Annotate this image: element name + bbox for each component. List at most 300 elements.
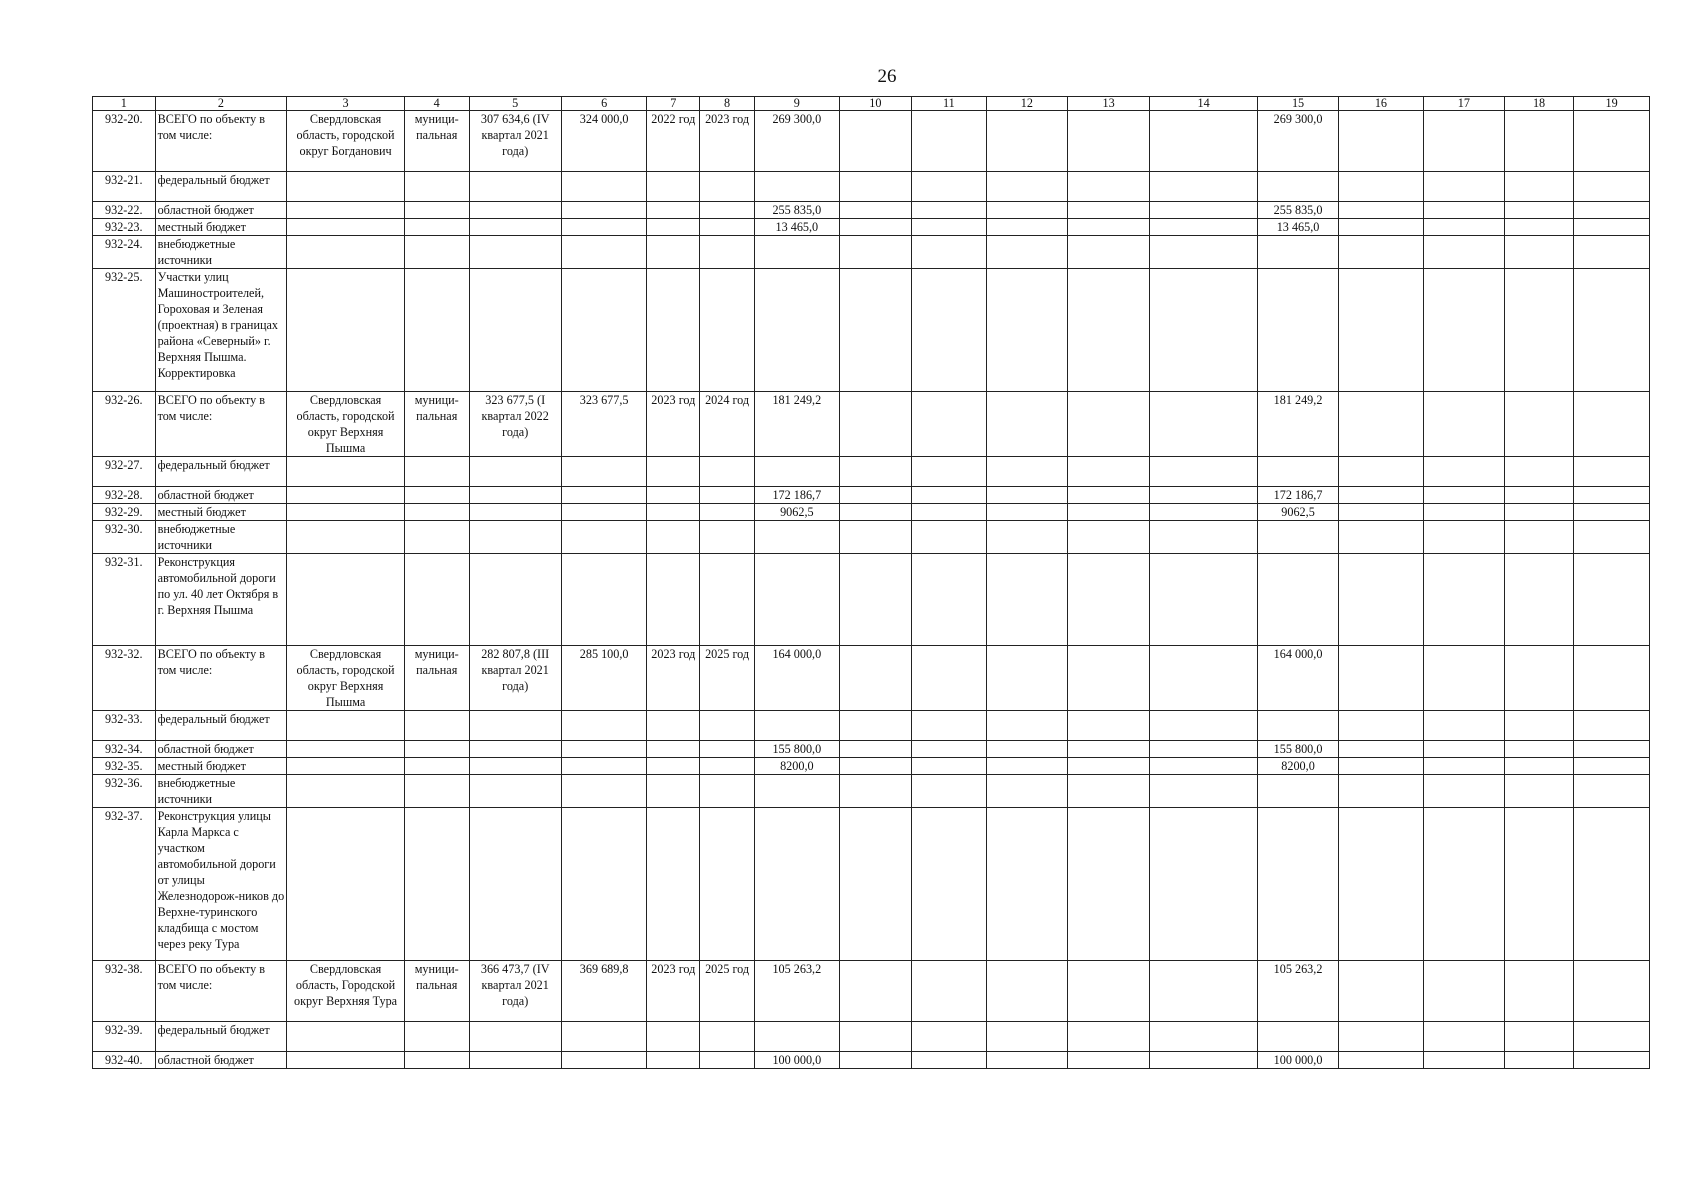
- empty-cell: [1574, 758, 1650, 775]
- total-amount-cell: [755, 521, 840, 554]
- year-amount-cell: [1257, 808, 1338, 961]
- row-name: местный бюджет: [155, 219, 287, 236]
- empty-cell: [912, 1052, 987, 1069]
- empty-cell: [1504, 741, 1573, 758]
- location-cell: [287, 711, 404, 741]
- empty-cell: [1067, 504, 1149, 521]
- empty-cell: [1574, 504, 1650, 521]
- total-amount-cell: 105 263,2: [755, 961, 840, 1022]
- empty-cell: [1339, 808, 1424, 961]
- empty-cell: [1504, 487, 1573, 504]
- row-number: 932-21.: [93, 172, 156, 202]
- row-number: 932-37.: [93, 808, 156, 961]
- empty-cell: [986, 775, 1067, 808]
- end-year-cell: [700, 808, 755, 961]
- empty-cell: [839, 521, 911, 554]
- ownership-cell: муници-пальная: [404, 961, 469, 1022]
- row-number: 932-32.: [93, 646, 156, 711]
- empty-cell: [1423, 741, 1504, 758]
- empty-cell: [839, 457, 911, 487]
- empty-cell: [986, 219, 1067, 236]
- empty-cell: [1067, 961, 1149, 1022]
- end-year-cell: 2025 год: [700, 961, 755, 1022]
- ownership-cell: [404, 521, 469, 554]
- location-cell: [287, 219, 404, 236]
- empty-cell: [1150, 392, 1258, 457]
- cost-cell: [561, 457, 647, 487]
- empty-cell: [986, 961, 1067, 1022]
- empty-cell: [1574, 521, 1650, 554]
- row-number: 932-34.: [93, 741, 156, 758]
- start-year-cell: 2022 год: [647, 111, 700, 172]
- empty-cell: [1067, 758, 1149, 775]
- row-name: федеральный бюджет: [155, 457, 287, 487]
- start-year-cell: 2023 год: [647, 646, 700, 711]
- empty-cell: [839, 269, 911, 392]
- estimate-cell: 366 473,7 (IV квартал 2021 года): [469, 961, 561, 1022]
- start-year-cell: [647, 521, 700, 554]
- end-year-cell: [700, 711, 755, 741]
- empty-cell: [839, 554, 911, 646]
- estimate-cell: [469, 269, 561, 392]
- empty-cell: [1504, 646, 1573, 711]
- column-number-header: 9: [755, 97, 840, 111]
- empty-cell: [1504, 457, 1573, 487]
- empty-cell: [1423, 554, 1504, 646]
- cost-cell: [561, 504, 647, 521]
- empty-cell: [986, 554, 1067, 646]
- row-number: 932-39.: [93, 1022, 156, 1052]
- column-number-header: 14: [1150, 97, 1258, 111]
- row-number: 932-26.: [93, 392, 156, 457]
- empty-cell: [1067, 111, 1149, 172]
- cost-cell: [561, 711, 647, 741]
- ownership-cell: [404, 808, 469, 961]
- empty-cell: [1574, 236, 1650, 269]
- column-number-header: 15: [1257, 97, 1338, 111]
- location-cell: [287, 758, 404, 775]
- ownership-cell: [404, 504, 469, 521]
- total-amount-cell: 100 000,0: [755, 1052, 840, 1069]
- empty-cell: [1150, 269, 1258, 392]
- row-number: 932-24.: [93, 236, 156, 269]
- start-year-cell: 2023 год: [647, 961, 700, 1022]
- year-amount-cell: 269 300,0: [1257, 111, 1338, 172]
- empty-cell: [986, 202, 1067, 219]
- empty-cell: [1150, 741, 1258, 758]
- empty-cell: [1339, 457, 1424, 487]
- empty-cell: [1504, 1052, 1573, 1069]
- start-year-cell: [647, 202, 700, 219]
- end-year-cell: [700, 487, 755, 504]
- empty-cell: [912, 172, 987, 202]
- empty-cell: [1339, 521, 1424, 554]
- empty-cell: [912, 504, 987, 521]
- ownership-cell: [404, 172, 469, 202]
- row-name: местный бюджет: [155, 504, 287, 521]
- empty-cell: [1150, 172, 1258, 202]
- year-amount-cell: 9062,5: [1257, 504, 1338, 521]
- cost-cell: [561, 775, 647, 808]
- empty-cell: [1504, 111, 1573, 172]
- table-row: [93, 1022, 1650, 1052]
- location-cell: Свердловская область, городской округ Верхняя Пышма: [287, 646, 404, 711]
- estimate-cell: [469, 741, 561, 758]
- location-cell: [287, 1022, 404, 1052]
- end-year-cell: [700, 236, 755, 269]
- end-year-cell: [700, 1052, 755, 1069]
- estimate-cell: 282 807,8 (III квартал 2021 года): [469, 646, 561, 711]
- empty-cell: [1067, 646, 1149, 711]
- row-number: 932-28.: [93, 487, 156, 504]
- empty-cell: [912, 269, 987, 392]
- empty-cell: [1150, 646, 1258, 711]
- end-year-cell: [700, 202, 755, 219]
- year-amount-cell: [1257, 457, 1338, 487]
- total-amount-cell: [755, 808, 840, 961]
- year-amount-cell: 100 000,0: [1257, 1052, 1338, 1069]
- empty-cell: [1504, 1022, 1573, 1052]
- total-amount-cell: [755, 172, 840, 202]
- estimate-cell: [469, 487, 561, 504]
- empty-cell: [986, 111, 1067, 172]
- year-amount-cell: 105 263,2: [1257, 961, 1338, 1022]
- empty-cell: [1067, 775, 1149, 808]
- start-year-cell: [647, 269, 700, 392]
- estimate-cell: [469, 172, 561, 202]
- empty-cell: [1339, 487, 1424, 504]
- end-year-cell: [700, 775, 755, 808]
- estimate-cell: [469, 202, 561, 219]
- empty-cell: [1574, 554, 1650, 646]
- empty-cell: [1067, 1022, 1149, 1052]
- empty-cell: [1504, 269, 1573, 392]
- budget-table: [92, 96, 1650, 1069]
- column-number-header: 18: [1504, 97, 1573, 111]
- empty-cell: [1423, 202, 1504, 219]
- table-row: [93, 236, 1650, 269]
- start-year-cell: [647, 1022, 700, 1052]
- ownership-cell: [404, 202, 469, 219]
- total-amount-cell: [755, 711, 840, 741]
- empty-cell: [1504, 202, 1573, 219]
- cost-cell: [561, 741, 647, 758]
- empty-cell: [1504, 758, 1573, 775]
- table-row: [93, 1052, 1650, 1069]
- empty-cell: [1423, 236, 1504, 269]
- total-amount-cell: 269 300,0: [755, 111, 840, 172]
- year-amount-cell: 155 800,0: [1257, 741, 1338, 758]
- empty-cell: [1339, 236, 1424, 269]
- cost-cell: [561, 758, 647, 775]
- empty-cell: [1339, 961, 1424, 1022]
- estimate-cell: [469, 808, 561, 961]
- empty-cell: [1574, 646, 1650, 711]
- empty-cell: [1150, 554, 1258, 646]
- end-year-cell: [700, 1022, 755, 1052]
- table-row: [93, 392, 1650, 457]
- empty-cell: [1504, 521, 1573, 554]
- row-name: ВСЕГО по объекту в том числе:: [155, 392, 287, 457]
- year-amount-cell: 13 465,0: [1257, 219, 1338, 236]
- total-amount-cell: [755, 236, 840, 269]
- total-amount-cell: 13 465,0: [755, 219, 840, 236]
- empty-cell: [839, 392, 911, 457]
- column-number-header: 16: [1339, 97, 1424, 111]
- total-amount-cell: 164 000,0: [755, 646, 840, 711]
- ownership-cell: муници-пальная: [404, 646, 469, 711]
- location-cell: [287, 269, 404, 392]
- location-cell: [287, 236, 404, 269]
- total-amount-cell: 8200,0: [755, 758, 840, 775]
- empty-cell: [839, 202, 911, 219]
- row-name: Реконструкция автомобильной дороги по ул. 40 лет Октября в г. Верхняя Пышма: [155, 554, 287, 646]
- empty-cell: [1339, 111, 1424, 172]
- empty-cell: [1423, 1022, 1504, 1052]
- empty-cell: [1423, 219, 1504, 236]
- empty-cell: [839, 646, 911, 711]
- row-number: 932-23.: [93, 219, 156, 236]
- ownership-cell: [404, 1022, 469, 1052]
- end-year-cell: [700, 504, 755, 521]
- year-amount-cell: [1257, 775, 1338, 808]
- empty-cell: [1574, 711, 1650, 741]
- row-name: ВСЕГО по объекту в том числе:: [155, 111, 287, 172]
- column-number-header: 3: [287, 97, 404, 111]
- empty-cell: [1150, 1022, 1258, 1052]
- empty-cell: [839, 236, 911, 269]
- location-cell: [287, 487, 404, 504]
- column-number-header: 12: [986, 97, 1067, 111]
- start-year-cell: [647, 236, 700, 269]
- row-name: областной бюджет: [155, 1052, 287, 1069]
- ownership-cell: [404, 711, 469, 741]
- ownership-cell: [404, 219, 469, 236]
- empty-cell: [912, 521, 987, 554]
- table-row: [93, 741, 1650, 758]
- table-row: [93, 521, 1650, 554]
- empty-cell: [986, 1052, 1067, 1069]
- row-name: внебюджетные источники: [155, 521, 287, 554]
- empty-cell: [1150, 775, 1258, 808]
- row-number: 932-33.: [93, 711, 156, 741]
- year-amount-cell: [1257, 269, 1338, 392]
- page-number: 26: [877, 66, 897, 87]
- empty-cell: [1339, 775, 1424, 808]
- ownership-cell: муници-пальная: [404, 111, 469, 172]
- empty-cell: [986, 236, 1067, 269]
- empty-cell: [986, 1022, 1067, 1052]
- table-row: [93, 554, 1650, 646]
- empty-cell: [1067, 711, 1149, 741]
- empty-cell: [839, 1052, 911, 1069]
- empty-cell: [1150, 487, 1258, 504]
- empty-cell: [1574, 392, 1650, 457]
- empty-cell: [1504, 711, 1573, 741]
- empty-cell: [1574, 808, 1650, 961]
- table-row: [93, 487, 1650, 504]
- location-cell: [287, 808, 404, 961]
- row-number: 932-36.: [93, 775, 156, 808]
- row-name: Участки улиц Машиностроителей, Гороховая и Зеленая (проектная) в границах района «Северный» г. Верхняя Пышма. Корректировка: [155, 269, 287, 392]
- empty-cell: [1150, 961, 1258, 1022]
- empty-cell: [1423, 487, 1504, 504]
- empty-cell: [1339, 646, 1424, 711]
- cost-cell: 323 677,5: [561, 392, 647, 457]
- row-name: ВСЕГО по объекту в том числе:: [155, 961, 287, 1022]
- empty-cell: [912, 711, 987, 741]
- empty-cell: [1574, 219, 1650, 236]
- start-year-cell: [647, 219, 700, 236]
- row-name: федеральный бюджет: [155, 1022, 287, 1052]
- empty-cell: [1423, 775, 1504, 808]
- row-name: областной бюджет: [155, 741, 287, 758]
- table-row: [93, 111, 1650, 172]
- start-year-cell: [647, 711, 700, 741]
- empty-cell: [1150, 521, 1258, 554]
- year-amount-cell: 8200,0: [1257, 758, 1338, 775]
- empty-cell: [1067, 487, 1149, 504]
- empty-cell: [1150, 1052, 1258, 1069]
- empty-cell: [1574, 961, 1650, 1022]
- empty-cell: [912, 392, 987, 457]
- empty-cell: [1067, 202, 1149, 219]
- cost-cell: [561, 172, 647, 202]
- row-name: федеральный бюджет: [155, 172, 287, 202]
- empty-cell: [1339, 711, 1424, 741]
- empty-cell: [1423, 758, 1504, 775]
- empty-cell: [1423, 504, 1504, 521]
- total-amount-cell: 9062,5: [755, 504, 840, 521]
- cost-cell: 285 100,0: [561, 646, 647, 711]
- empty-cell: [1504, 961, 1573, 1022]
- cost-cell: [561, 1052, 647, 1069]
- year-amount-cell: 172 186,7: [1257, 487, 1338, 504]
- location-cell: [287, 504, 404, 521]
- empty-cell: [912, 111, 987, 172]
- table-row: [93, 646, 1650, 711]
- empty-cell: [1574, 487, 1650, 504]
- ownership-cell: [404, 775, 469, 808]
- table-row: [93, 758, 1650, 775]
- empty-cell: [1150, 457, 1258, 487]
- empty-cell: [1339, 392, 1424, 457]
- ownership-cell: [404, 457, 469, 487]
- total-amount-cell: [755, 457, 840, 487]
- empty-cell: [1423, 457, 1504, 487]
- empty-cell: [986, 711, 1067, 741]
- end-year-cell: [700, 219, 755, 236]
- estimate-cell: [469, 236, 561, 269]
- empty-cell: [986, 646, 1067, 711]
- start-year-cell: [647, 504, 700, 521]
- row-name: местный бюджет: [155, 758, 287, 775]
- row-number: 932-30.: [93, 521, 156, 554]
- empty-cell: [1504, 219, 1573, 236]
- empty-cell: [986, 741, 1067, 758]
- table-row: [93, 808, 1650, 961]
- row-number: 932-25.: [93, 269, 156, 392]
- table-row: [93, 457, 1650, 487]
- empty-cell: [839, 758, 911, 775]
- empty-cell: [912, 758, 987, 775]
- end-year-cell: [700, 172, 755, 202]
- ownership-cell: [404, 236, 469, 269]
- column-number-header: 8: [700, 97, 755, 111]
- empty-cell: [1574, 741, 1650, 758]
- row-name: ВСЕГО по объекту в том числе:: [155, 646, 287, 711]
- empty-cell: [1339, 219, 1424, 236]
- empty-cell: [1339, 1022, 1424, 1052]
- ownership-cell: муници-пальная: [404, 392, 469, 457]
- start-year-cell: [647, 487, 700, 504]
- empty-cell: [1574, 269, 1650, 392]
- column-number-header: 10: [839, 97, 911, 111]
- empty-cell: [986, 504, 1067, 521]
- table-row: [93, 219, 1650, 236]
- cost-cell: 324 000,0: [561, 111, 647, 172]
- row-number: 932-20.: [93, 111, 156, 172]
- empty-cell: [839, 711, 911, 741]
- year-amount-cell: 164 000,0: [1257, 646, 1338, 711]
- end-year-cell: 2025 год: [700, 646, 755, 711]
- empty-cell: [1574, 172, 1650, 202]
- empty-cell: [1574, 1052, 1650, 1069]
- estimate-cell: [469, 521, 561, 554]
- ownership-cell: [404, 487, 469, 504]
- empty-cell: [839, 808, 911, 961]
- empty-cell: [912, 487, 987, 504]
- year-amount-cell: [1257, 1022, 1338, 1052]
- row-number: 932-31.: [93, 554, 156, 646]
- end-year-cell: 2024 год: [700, 392, 755, 457]
- table-row: [93, 504, 1650, 521]
- start-year-cell: [647, 758, 700, 775]
- row-number: 932-40.: [93, 1052, 156, 1069]
- column-number-row: [93, 97, 1650, 111]
- empty-cell: [1067, 554, 1149, 646]
- empty-cell: [1504, 554, 1573, 646]
- estimate-cell: 307 634,6 (IV квартал 2021 года): [469, 111, 561, 172]
- empty-cell: [1067, 219, 1149, 236]
- empty-cell: [1339, 1052, 1424, 1069]
- table-row: [93, 172, 1650, 202]
- empty-cell: [912, 808, 987, 961]
- empty-cell: [912, 646, 987, 711]
- estimate-cell: [469, 1052, 561, 1069]
- estimate-cell: [469, 1022, 561, 1052]
- column-number-header: 4: [404, 97, 469, 111]
- total-amount-cell: [755, 775, 840, 808]
- end-year-cell: [700, 741, 755, 758]
- empty-cell: [912, 202, 987, 219]
- row-number: 932-29.: [93, 504, 156, 521]
- empty-cell: [1339, 758, 1424, 775]
- cost-cell: [561, 269, 647, 392]
- empty-cell: [1150, 202, 1258, 219]
- row-name: внебюджетные источники: [155, 775, 287, 808]
- column-number-header: 13: [1067, 97, 1149, 111]
- cost-cell: [561, 202, 647, 219]
- location-cell: [287, 457, 404, 487]
- empty-cell: [1574, 202, 1650, 219]
- row-name: федеральный бюджет: [155, 711, 287, 741]
- empty-cell: [1504, 392, 1573, 457]
- ownership-cell: [404, 554, 469, 646]
- total-amount-cell: [755, 554, 840, 646]
- cost-cell: [561, 236, 647, 269]
- ownership-cell: [404, 758, 469, 775]
